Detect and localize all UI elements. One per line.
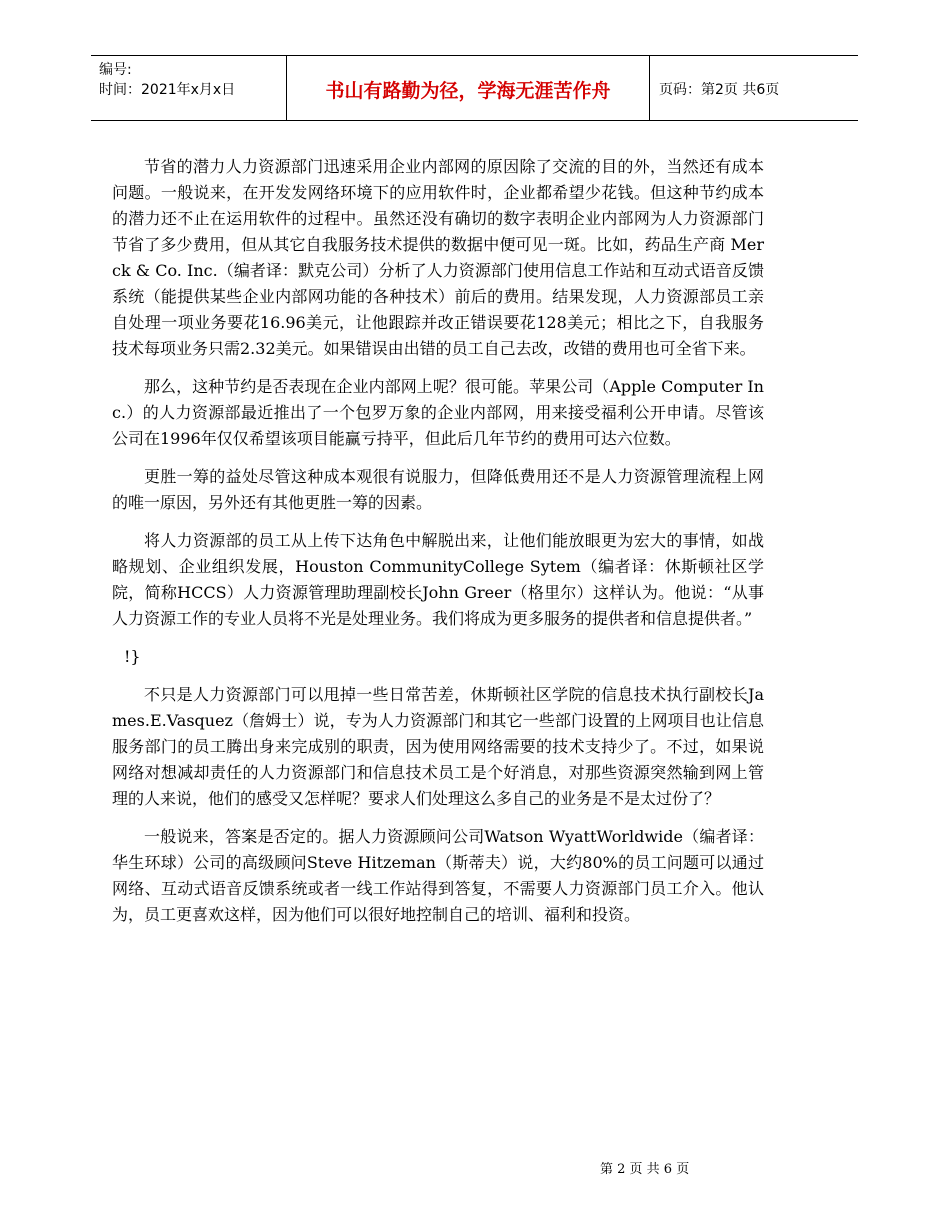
header-page-info: 页码：第2页 共6页 <box>659 82 780 98</box>
page-footer: 第 2 页 共 6 页 <box>600 1162 690 1177</box>
document-number-label: 编号: <box>99 62 132 78</box>
document-time-label: 时间：2021年x月x日 <box>99 82 236 98</box>
body-paragraph: 一般说来，答案是否定的。据人力资源顾问公司Watson WyattWorldwide（编者译：华生环球）公司的高级顾问Steve Hitzeman（斯蒂夫）说，大约80%的员工问题可以通过网络、互动式语音反馈系统或者一线工作站得到答复，不需要人力资源部门员工介入。他认为，员工更喜欢这样，因为他们可以很好地控制自己的培训、福利和投资。 <box>112 827 764 924</box>
header-divider <box>649 56 650 120</box>
header-meta <box>99 60 235 100</box>
body-paragraph: 那么，这种节约是否表现在企业内部网上呢？很可能。苹果公司（Apple Computer Inc.）的人力资源部最近推出了一个包罗万象的企业内部网，用来接受福利公开申请。尽管该公司在1996年仅仅希望该项目能赢亏持平，但此后几年节约的费用可达六位数。 <box>112 377 764 448</box>
document-body <box>112 154 764 940</box>
header-motto: 书山有路勤为径，学海无涯苦作舟 <box>325 80 611 102</box>
body-paragraph: 将人力资源部的员工从上传下达角色中解脱出来，让他们能放眼更为宏大的事情，如战略规划、企业组织发展，Houston CommunityCollege Sytem（编者译：休斯顿社区学院，简称HCCS）人力资源管理助理副校长John Greer（格里尔）这样认为。他说：“从事人力资源工作的专业人员将不光是处理业务。我们将成为更多服务的提供者和信息提供者。” <box>112 531 764 628</box>
body-paragraph: 不只是人力资源部门可以甩掉一些日常苦差，休斯顿社区学院的信息技术执行副校长James.E.Vasquez（詹姆士）说，专为人力资源部门和其它一些部门设置的上网项目也让信息服务部门的员工腾出身来完成别的职责，因为使用网络需要的技术支持少了。不过，如果说网络对想减却责任的人力资源部门和信息技术员工是个好消息，对那些资源突然输到网上管理的人来说，他们的感受又怎样呢？要求人们处理这么多自己的业务是不是太过份了？ <box>112 685 764 808</box>
body-paragraph: 节省的潜力人力资源部门迅速采用企业内部网的原因除了交流的目的外，当然还有成本问题。一般说来，在开发发网络环境下的应用软件时，企业都希望少花钱。但这种节约成本的潜力还不止在运用软件的过程中。虽然还没有确切的数字表明企业内部网为人力资源部门节省了多少费用，但从其它自我服务技术提供的数据中便可见一斑。比如，药品生产商 Merck & Co. Inc.（编者译：默克公司）分析了人力资源部门使用信息工作站和互动式语音反馈系统（能提供某些企业内部网功能的各种技术）前后的费用。结果发现，人力资源部员工亲自处理一项业务要花16.96美元，让他跟踪并改正错误要花128美元；相比之下，自我服务技术每项业务只需2.32美元。如果错误由出错的员工自己去改，改错的费用也可全省下来。 <box>112 157 764 358</box>
body-paragraph: 更胜一筹的益处尽管这种成本观很有说服力，但降低费用还不是人力资源管理流程上网的唯一原因，另外还有其他更胜一筹的因素。 <box>112 467 764 512</box>
stray-marker-text: !} <box>124 647 141 666</box>
page-header <box>91 55 858 121</box>
